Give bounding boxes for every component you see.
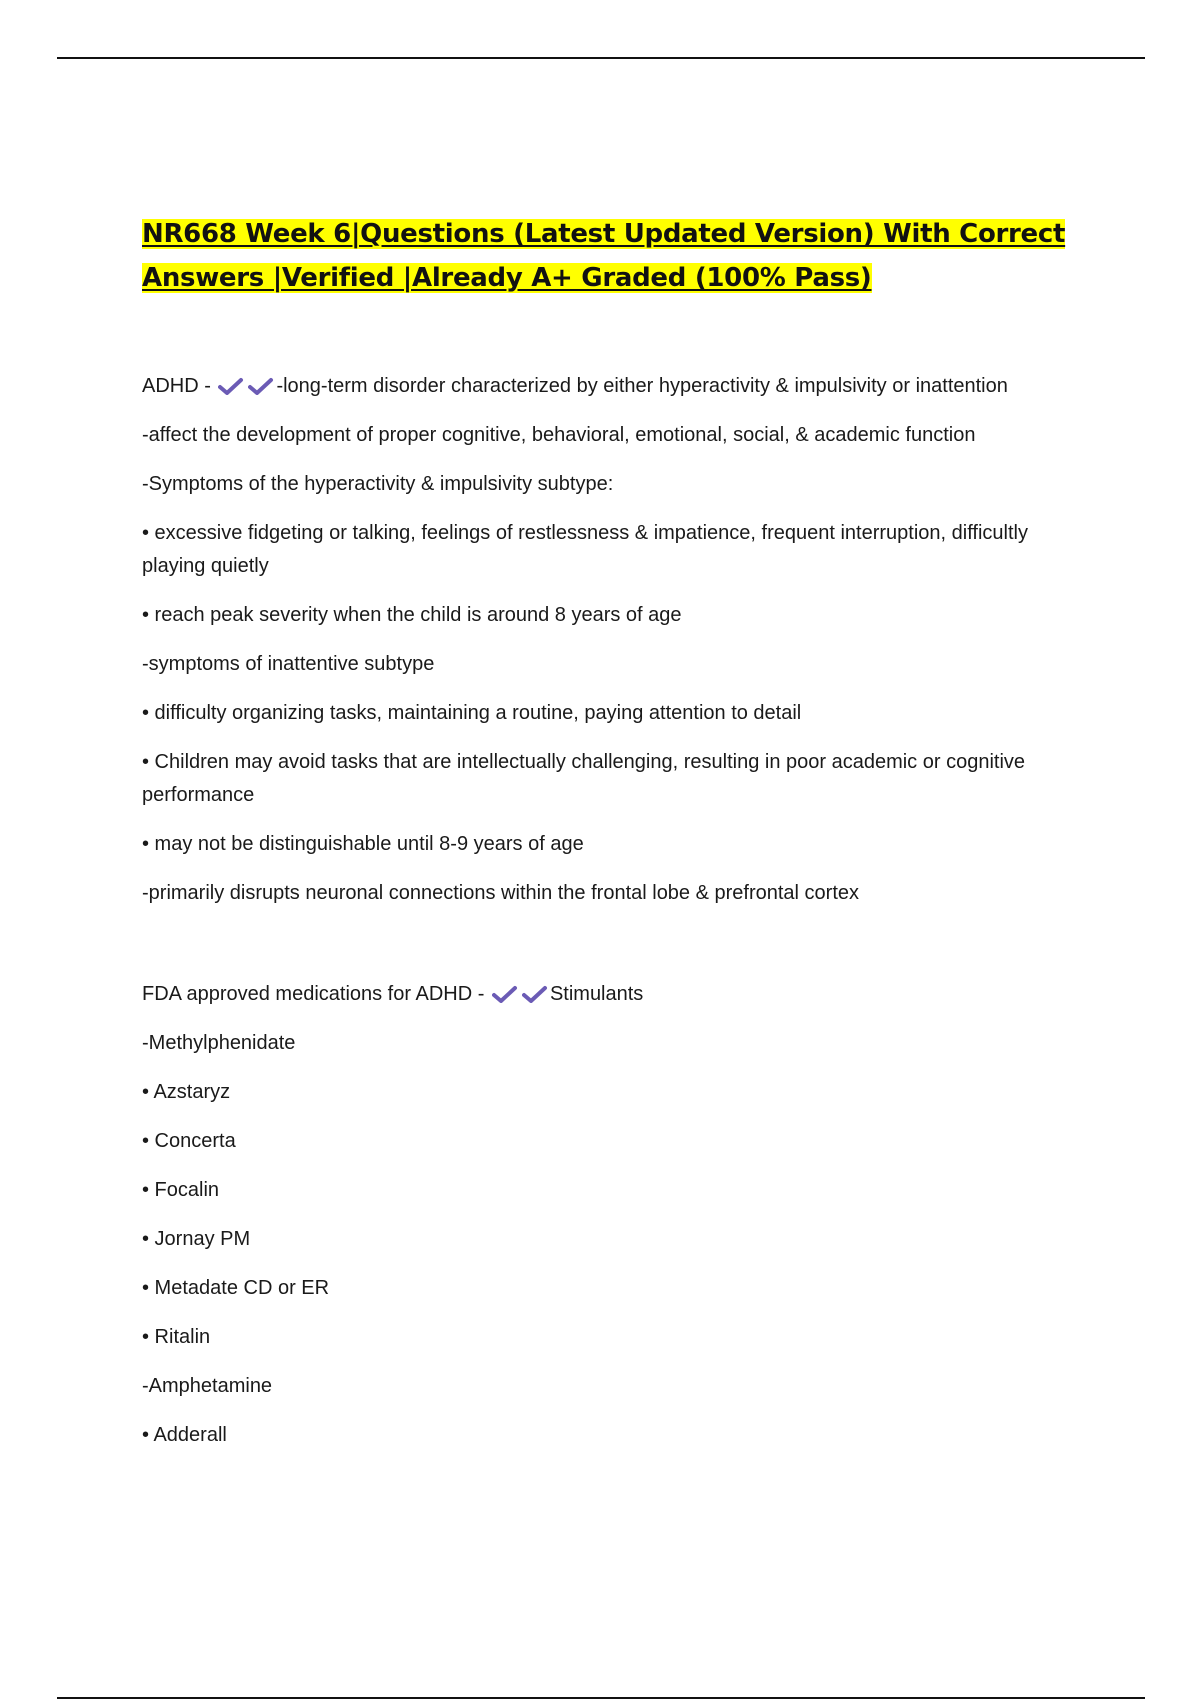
answer-line: • Focalin bbox=[142, 1179, 220, 1201]
answer-line: • excessive fidgeting or talking, feelings of restlessness & impatience, frequent interruption, difficultly playing quietly bbox=[142, 522, 1028, 577]
check-icon bbox=[492, 985, 518, 1003]
title-highlight: NR668 Week 6|Questions (Latest Updated Version) With Correct Answers |Verified |Already A+ Graded (100% Pass) bbox=[142, 219, 1066, 293]
answer-line: • Ritalin bbox=[142, 1326, 211, 1348]
qa-section-adhd bbox=[142, 370, 1072, 910]
answer-line: • Jornay PM bbox=[142, 1228, 251, 1250]
check-icon bbox=[218, 377, 244, 395]
answer-line: • Azstaryz bbox=[142, 1081, 231, 1103]
answer-line: • reach peak severity when the child is around 8 years of age bbox=[142, 604, 682, 626]
question-term: FDA approved medications for ADHD - bbox=[142, 983, 485, 1005]
answer-line: -Symptoms of the hyperactivity & impulsivity subtype: bbox=[142, 473, 614, 495]
question-term: ADHD - bbox=[142, 375, 211, 397]
section-spacer bbox=[142, 926, 1072, 978]
answer-line: • may not be distinguishable until 8-9 years of age bbox=[142, 833, 584, 855]
document-body bbox=[142, 212, 1072, 1468]
qa-question-line bbox=[142, 370, 1072, 403]
check-icon bbox=[522, 985, 548, 1003]
answer-line: -Methylphenidate bbox=[142, 1032, 296, 1054]
header-rule bbox=[57, 57, 1145, 59]
check-icon bbox=[248, 377, 274, 395]
answer-line: • Adderall bbox=[142, 1424, 227, 1446]
answer-line: • difficulty organizing tasks, maintaining a routine, paying attention to detail bbox=[142, 702, 802, 724]
answer-text: Stimulants bbox=[549, 983, 644, 1005]
qa-section-fda-medications bbox=[142, 978, 1072, 1452]
footer-rule bbox=[57, 1697, 1145, 1699]
answer-line: • Metadate CD or ER bbox=[142, 1277, 330, 1299]
answer-line: • Concerta bbox=[142, 1130, 236, 1152]
answer-line: • Children may avoid tasks that are intellectually challenging, resulting in poor academic or cognitive performance bbox=[142, 751, 1026, 806]
qa-question-line bbox=[142, 978, 1072, 1011]
answer-line: -Amphetamine bbox=[142, 1375, 273, 1397]
answer-line: -affect the development of proper cognitive, behavioral, emotional, social, & academic function bbox=[142, 424, 976, 446]
answer-text: -long-term disorder characterized by either hyperactivity & impulsivity or inattention bbox=[276, 375, 1008, 397]
answer-line: -symptoms of inattentive subtype bbox=[142, 653, 435, 675]
answer-line: -primarily disrupts neuronal connections within the frontal lobe & prefrontal cortex bbox=[142, 882, 860, 904]
document-title bbox=[142, 212, 1072, 300]
